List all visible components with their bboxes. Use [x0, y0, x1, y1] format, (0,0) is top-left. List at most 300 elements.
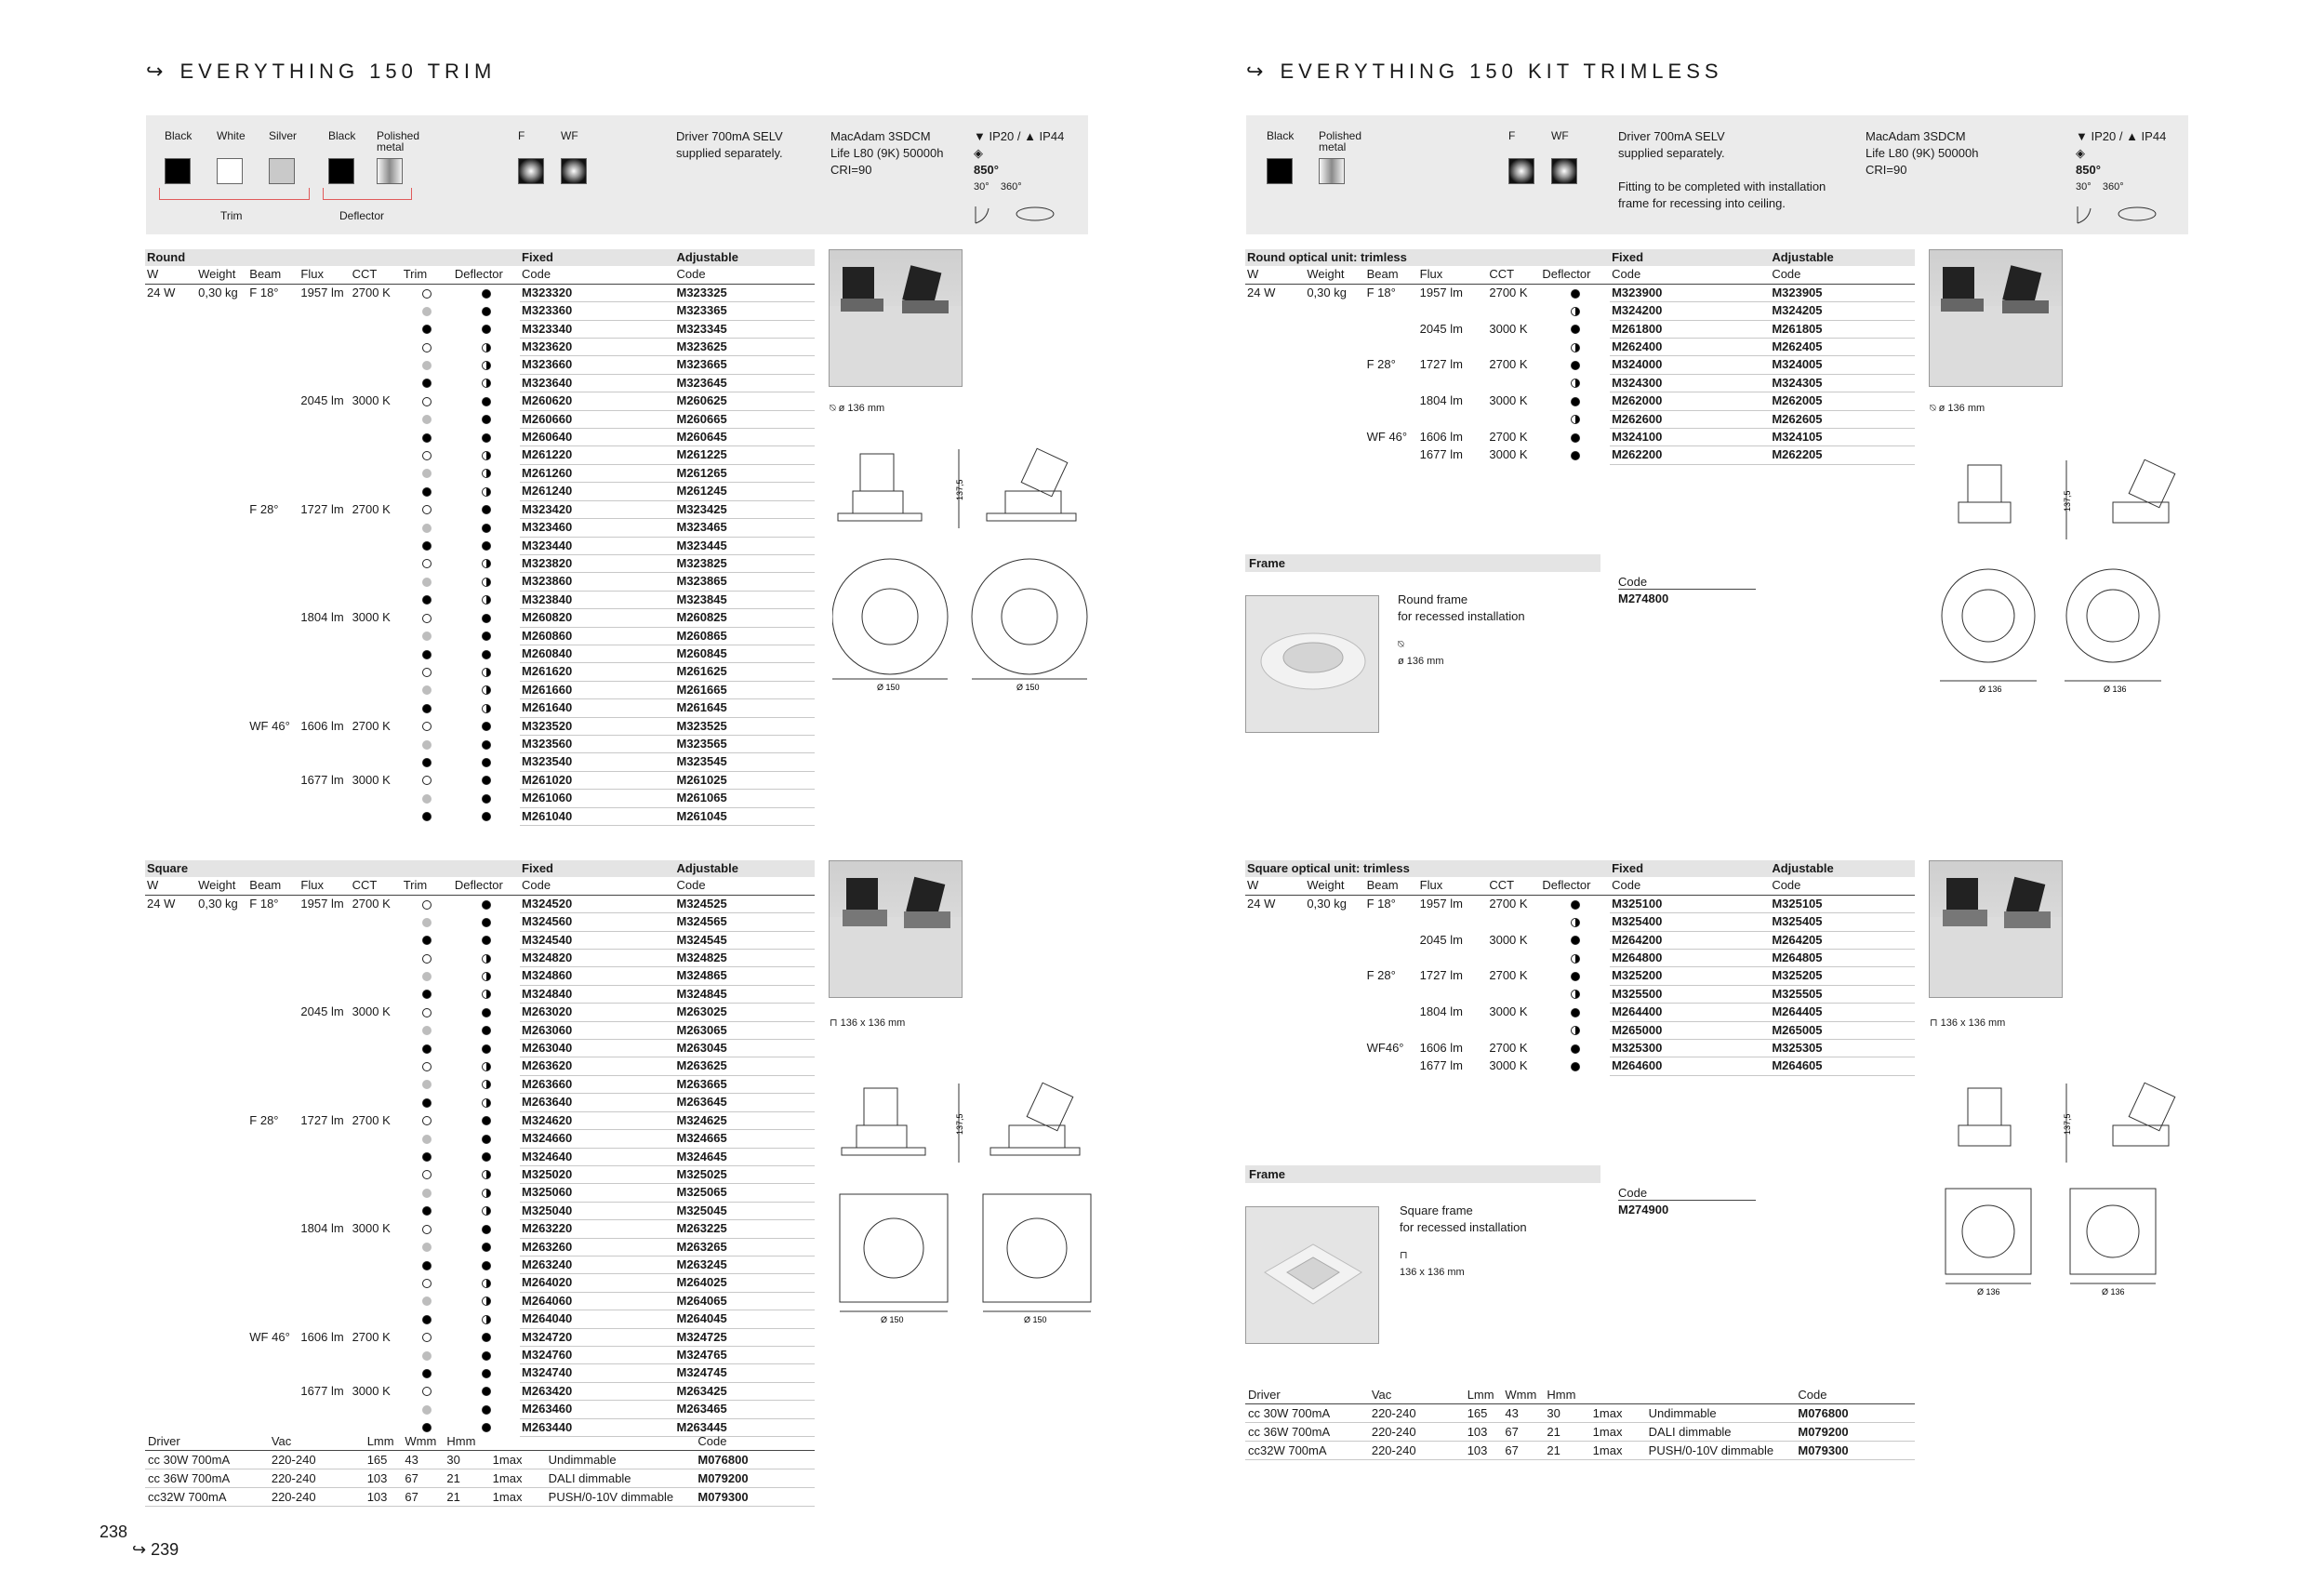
cell-watt: [145, 1238, 196, 1256]
black-dot-icon: [422, 433, 432, 443]
deflector-cell: [453, 320, 520, 338]
trim-cell: [402, 1364, 453, 1382]
cell-flux: [299, 554, 350, 572]
cell-cct: [351, 1040, 402, 1057]
deflector-cell: [453, 753, 520, 771]
black-dot-icon: [482, 722, 491, 731]
cell-beam: WF 46°: [249, 718, 290, 733]
deflector-cell: [1540, 284, 1610, 301]
cell-flux: [1418, 950, 1488, 967]
black-dot-icon: [482, 1135, 491, 1144]
cell-watt: [145, 1004, 196, 1021]
fixed-code: M324720: [520, 1328, 674, 1346]
cell-watt: [1245, 429, 1305, 446]
deflector-cell: [453, 1292, 520, 1310]
half-dot-icon: [482, 1098, 491, 1108]
silver-dot-icon: [422, 361, 432, 370]
cell-watt: [145, 1328, 196, 1346]
driver-header: Wmm: [1502, 1386, 1544, 1404]
optic-label-f: F: [518, 129, 525, 142]
trim-cell: [402, 1075, 453, 1093]
black-dot-icon: [482, 524, 491, 533]
driver-cell: 165: [1465, 1404, 1503, 1423]
deflector-cell: [453, 339, 520, 356]
deflector-cell: [453, 1094, 520, 1111]
deflector-cell: [453, 1040, 520, 1057]
silver-dot-icon: [422, 1405, 432, 1415]
fixed-code: M261020: [520, 771, 674, 789]
cell-cct: 3000 K: [1489, 447, 1528, 462]
silver-dot-icon: [422, 794, 432, 804]
adjustable-code: M323625: [674, 339, 815, 356]
deflector-cell: [453, 645, 520, 662]
cell-beam: [247, 913, 299, 931]
driver-header-row: [1245, 1386, 1915, 1404]
driver-cell: PUSH/0-10V dimmable: [1646, 1442, 1796, 1460]
deflector-cell: [453, 1057, 520, 1075]
deflector-cell: [453, 410, 520, 428]
fixed-code: M262600: [1610, 410, 1770, 428]
deflector-cell: [453, 895, 520, 912]
rotation-icon: [2076, 201, 2159, 225]
cell-cct: [351, 410, 402, 428]
cutout-text: ø 136 mm: [1938, 403, 1985, 414]
cell-watt: 24 W: [1247, 897, 1276, 911]
deflector-cell: [453, 1004, 520, 1021]
half-dot-icon: [482, 361, 491, 370]
deflector-cell: [453, 429, 520, 446]
adjustable-code: M324525: [674, 895, 815, 912]
driver-cell: 220-240: [269, 1451, 365, 1469]
trimless-square-photo: [1929, 860, 2063, 998]
cell-beam: [247, 1075, 299, 1093]
swatch-white-trim: [217, 158, 243, 184]
trim-cell: [402, 1148, 453, 1165]
cell-weight: [1305, 1021, 1364, 1039]
cell-cct: [351, 913, 402, 931]
cell-beam: [247, 1202, 299, 1219]
cell-flux: 1957 lm: [300, 286, 344, 300]
driver-row: [145, 1488, 815, 1507]
driver-cell: Undimmable: [546, 1451, 696, 1469]
table-row: [145, 1310, 815, 1328]
cell-beam: [247, 753, 299, 771]
cell-cct: [351, 1364, 402, 1382]
fixed-code: M264200: [1610, 931, 1770, 949]
cell-weight: 0,30 kg: [1307, 897, 1347, 911]
table-row: [145, 1382, 815, 1400]
table-row: [145, 1148, 815, 1165]
cell-watt: [1245, 913, 1305, 931]
cell-flux: 1677 lm: [1419, 1058, 1463, 1073]
black-dot-icon: [482, 794, 491, 804]
deflector-cell: [453, 931, 520, 949]
tilt-angle: 30°: [974, 181, 989, 193]
fixed-code: M325200: [1610, 967, 1770, 985]
cell-weight: [1305, 1004, 1364, 1021]
fixed-code: M261240: [520, 483, 674, 500]
section-title: Square optical unit: trimless: [1245, 860, 1610, 877]
cell-weight: [196, 627, 247, 645]
adjustable-code: M324105: [1770, 429, 1915, 446]
ip-rating: IP20 / ▲ IP44: [2091, 129, 2167, 143]
deflector-cell: [453, 573, 520, 591]
cell-flux: [299, 753, 350, 771]
fixed-code: M324200: [1610, 302, 1770, 320]
cell-watt: [145, 1346, 196, 1363]
deflector-cell: [1540, 302, 1610, 320]
black-dot-icon: [422, 1044, 432, 1054]
right-square-table: [1245, 860, 1915, 1076]
deflector-label-black: Black: [328, 129, 356, 142]
table-row: [1245, 392, 1915, 410]
cell-watt: [145, 554, 196, 572]
deflector-cell: [1540, 1021, 1610, 1039]
fixed-code: M261800: [1610, 320, 1770, 338]
trim-cell: [402, 807, 453, 825]
driver-cell: DALI dimmable: [1646, 1423, 1796, 1442]
black-dot-icon: [482, 505, 491, 514]
cell-flux: [299, 1346, 350, 1363]
cell-beam: [1365, 913, 1418, 931]
cell-cct: [351, 464, 402, 482]
black-dot-icon: [422, 595, 432, 605]
adjustable-code: M261225: [674, 446, 815, 464]
adjustable-code: M325405: [1770, 913, 1915, 931]
cell-watt: [145, 1111, 196, 1129]
right-square-drawing: [1940, 1079, 2200, 1321]
cell-flux: 1606 lm: [1419, 430, 1463, 445]
cell-cct: [351, 573, 402, 591]
cell-cct: [351, 1021, 402, 1039]
driver-cell: cc 36W 700mA: [145, 1469, 269, 1488]
cell-beam: F 28°: [249, 501, 279, 516]
deflector-cell: [453, 609, 520, 627]
cell-beam: [247, 483, 299, 500]
driver-header: Driver: [1245, 1386, 1369, 1404]
cell-beam: [247, 985, 299, 1003]
white-dot-icon: [422, 1116, 432, 1125]
fixed-code: M263440: [520, 1418, 674, 1436]
adjustable-code: M260845: [674, 645, 815, 662]
table-row: [145, 1184, 815, 1202]
silver-dot-icon: [422, 1189, 432, 1198]
cell-flux: [299, 681, 350, 698]
silver-dot-icon: [422, 740, 432, 750]
deflector-cell: [453, 302, 520, 320]
cell-cct: [351, 1310, 402, 1328]
table-row: [1245, 320, 1915, 338]
height-dim: 137,5: [2063, 1113, 2072, 1135]
deflector-cell: [453, 392, 520, 410]
fixed-code: M261040: [520, 807, 674, 825]
cell-weight: [196, 717, 247, 735]
optic-label-wf: WF: [1551, 129, 1569, 142]
deflector-cell: [1540, 446, 1610, 464]
black-dot-icon: [482, 936, 491, 945]
black-dot-icon: [1571, 900, 1580, 910]
left-driver-note: [676, 128, 783, 162]
black-dot-icon: [422, 379, 432, 388]
section-header-row: [1245, 249, 1915, 266]
trim-cell: [402, 753, 453, 771]
driver-note-line: Driver 700mA SELV: [676, 129, 783, 143]
code-header: Code: [674, 877, 815, 895]
cell-weight: [196, 1057, 247, 1075]
cell-weight: [196, 735, 247, 752]
table-row: [145, 591, 815, 608]
left-info-band: [146, 115, 1088, 234]
fixed-code: M325040: [520, 1202, 674, 1219]
table-row: [145, 519, 815, 537]
cell-cct: [351, 735, 402, 752]
trim-cell: [402, 591, 453, 608]
driver-code: M076800: [695, 1451, 815, 1469]
cell-weight: [196, 573, 247, 591]
optic-label-wf: WF: [561, 129, 578, 142]
cell-watt: [145, 339, 196, 356]
round-product-photo: [829, 249, 963, 387]
deflector-cell: [453, 1220, 520, 1238]
fixed-code: M264800: [1610, 950, 1770, 967]
fixed-code: M324740: [520, 1364, 674, 1382]
black-dot-icon: [482, 812, 491, 821]
trim-cell: [402, 1094, 453, 1111]
driver-cell: 220-240: [269, 1469, 365, 1488]
cell-flux: [299, 519, 350, 537]
cell-weight: [196, 374, 247, 392]
cell-cct: [351, 1202, 402, 1219]
cell-beam: [247, 537, 299, 554]
fixed-code: M262400: [1610, 339, 1770, 356]
adjustable-code: M264205: [1770, 931, 1915, 949]
cell-watt: 24 W: [147, 286, 176, 300]
fixed-code: M263240: [520, 1256, 674, 1273]
table-row: [145, 339, 815, 356]
adjustable-code: M263465: [674, 1401, 815, 1418]
column-header: CCT: [1487, 877, 1540, 895]
cell-watt: [145, 302, 196, 320]
adjustable-code: M324845: [674, 985, 815, 1003]
cell-flux: 1804 lm: [1419, 1004, 1463, 1019]
adjustable-code: M263045: [674, 1040, 815, 1057]
cell-weight: [1305, 967, 1364, 985]
cell-cct: [351, 339, 402, 356]
black-dot-icon: [482, 325, 491, 334]
trim-group-label: Trim: [220, 209, 243, 222]
fixed-code: M261640: [520, 699, 674, 717]
deflector-cell: [453, 1382, 520, 1400]
cell-flux: [1418, 410, 1488, 428]
column-header: Beam: [247, 266, 299, 284]
deflector-cell: [453, 950, 520, 967]
cell-weight: [196, 1202, 247, 1219]
black-dot-icon: [422, 1152, 432, 1162]
cell-cct: 3000 K: [352, 610, 391, 625]
cell-watt: [145, 446, 196, 464]
table-row: [1245, 410, 1915, 428]
silver-dot-icon: [422, 307, 432, 316]
cell-beam: WF46°: [1366, 1041, 1404, 1056]
adjustable-code: M325065: [674, 1184, 815, 1202]
black-dot-icon: [482, 433, 491, 443]
driver-cell: 21: [1544, 1442, 1589, 1460]
driver-cell: 30: [1544, 1404, 1589, 1423]
round-frame-desc: Round frame for recessed installation ⍉ ø 136 mm: [1398, 592, 1525, 670]
driver-cell: 30: [444, 1451, 489, 1469]
driver-cell: 67: [1502, 1423, 1544, 1442]
round-frame-photo: [1245, 595, 1379, 733]
table-row: [145, 1165, 815, 1183]
swatch-black-trim: [165, 158, 191, 184]
cell-watt: [145, 1382, 196, 1400]
hook-arrow-icon: ↪: [1246, 60, 1264, 83]
black-dot-icon: [1571, 1008, 1580, 1017]
square-frame-code-label: Code: [1618, 1186, 1756, 1201]
cell-flux: [299, 627, 350, 645]
deflector-cell: [453, 1274, 520, 1292]
cell-weight: [196, 519, 247, 537]
cell-cct: [1487, 374, 1540, 392]
table-row: [145, 573, 815, 591]
trim-cell: [402, 627, 453, 645]
cell-cct: [351, 807, 402, 825]
rotate-angle: 360°: [2102, 181, 2124, 193]
cell-cct: [351, 1256, 402, 1273]
fixed-code: M260820: [520, 609, 674, 627]
deflector-cell: [453, 627, 520, 645]
fixed-code: M260840: [520, 645, 674, 662]
cell-cct: [351, 519, 402, 537]
cell-cct: [351, 356, 402, 374]
column-header: Weight: [196, 877, 247, 895]
cell-flux: 1677 lm: [1419, 447, 1463, 462]
black-dot-icon: [482, 289, 491, 299]
cell-watt: [145, 1021, 196, 1039]
cell-beam: [247, 1310, 299, 1328]
cell-watt: [1245, 302, 1305, 320]
deflector-cell: [453, 1310, 520, 1328]
deflector-cell: [453, 483, 520, 500]
fixed-code: M323660: [520, 356, 674, 374]
half-dot-icon: [482, 1080, 491, 1089]
trim-cell: [402, 699, 453, 717]
left-square-table: [145, 860, 815, 1437]
cell-beam: [1365, 374, 1418, 392]
cell-beam: [247, 790, 299, 807]
adjustable-code: M324625: [674, 1111, 815, 1129]
fixed-code: M325100: [1610, 895, 1770, 912]
half-dot-icon: [482, 1170, 491, 1179]
cell-cct: 3000 K: [352, 1004, 391, 1019]
adjustable-code: M265005: [1770, 1021, 1915, 1039]
round-frame-header: Frame: [1245, 554, 1600, 572]
cell-cct: 2700 K: [1489, 357, 1528, 372]
cell-cct: [351, 931, 402, 949]
fixed-header: Fixed: [520, 249, 674, 266]
cell-weight: [1305, 356, 1364, 374]
left-page-title: [146, 60, 496, 84]
cell-cct: 3000 K: [1489, 393, 1528, 408]
column-header: Weight: [1305, 266, 1364, 284]
cell-weight: [196, 500, 247, 518]
deflector-cell: [453, 1111, 520, 1129]
trim-cell: [402, 302, 453, 320]
left-square-drawing: [832, 1079, 1097, 1330]
half-dot-icon: [482, 685, 491, 695]
cell-cct: [351, 663, 402, 681]
cell-flux: [299, 410, 350, 428]
section-title: Round: [145, 249, 520, 266]
deflector-cell: [1540, 985, 1610, 1003]
cell-flux: [299, 1310, 350, 1328]
deflector-cell: [1540, 392, 1610, 410]
cell-watt: [1245, 356, 1305, 374]
cell-watt: [1245, 1057, 1305, 1075]
deflector-cell: [453, 1346, 520, 1363]
right-title-text: EVERYTHING 150 KIT TRIMLESS: [1280, 60, 1723, 83]
fixed-code: M323540: [520, 753, 674, 771]
cell-watt: [1245, 1021, 1305, 1039]
table-row: [145, 950, 815, 967]
cell-weight: [196, 699, 247, 717]
cell-weight: [196, 1292, 247, 1310]
table-row: [145, 429, 815, 446]
fixed-code: M324660: [520, 1130, 674, 1148]
right-square-cutout: ⊓ 136 x 136 mm: [1930, 1017, 2006, 1029]
black-dot-icon: [422, 1206, 432, 1216]
cell-beam: [247, 356, 299, 374]
cell-beam: [247, 1256, 299, 1273]
adjustable-code: M264045: [674, 1310, 815, 1328]
fixed-code: M261060: [520, 790, 674, 807]
cell-weight: [196, 1111, 247, 1129]
cell-weight: [196, 591, 247, 608]
table-row: [145, 1238, 815, 1256]
table-row: [1245, 1040, 1915, 1057]
driver-code: M079200: [695, 1469, 815, 1488]
ip-rating: IP20 / ▲ IP44: [989, 129, 1065, 143]
cell-watt: [1245, 931, 1305, 949]
cell-cct: 2700 K: [1489, 430, 1528, 445]
fixed-code: M323420: [520, 500, 674, 518]
trim-cell: [402, 1130, 453, 1148]
cell-cct: 2700 K: [352, 501, 391, 516]
deflector-label-black: Black: [1267, 129, 1295, 142]
trim-cell: [402, 1382, 453, 1400]
round-spotlight-image: [830, 250, 962, 386]
cell-beam: [247, 429, 299, 446]
cell-beam: [247, 1148, 299, 1165]
cell-beam: [1365, 950, 1418, 967]
half-dot-icon: [482, 487, 491, 497]
cell-weight: [196, 931, 247, 949]
left-round-table: [145, 249, 815, 826]
cell-flux: [299, 967, 350, 985]
trim-cell: [402, 895, 453, 912]
column-header: Beam: [1365, 266, 1418, 284]
adjustable-code: M324765: [674, 1346, 815, 1363]
cell-weight: [196, 663, 247, 681]
cell-flux: [299, 537, 350, 554]
adjustable-code: M325305: [1770, 1040, 1915, 1057]
fixed-header: Fixed: [520, 860, 674, 877]
column-header: Deflector: [1540, 877, 1610, 895]
table-row: [1245, 1004, 1915, 1021]
table-row: [145, 663, 815, 681]
driver-cell: DALI dimmable: [546, 1469, 696, 1488]
diam-dim: Ø 136: [2104, 685, 2127, 694]
